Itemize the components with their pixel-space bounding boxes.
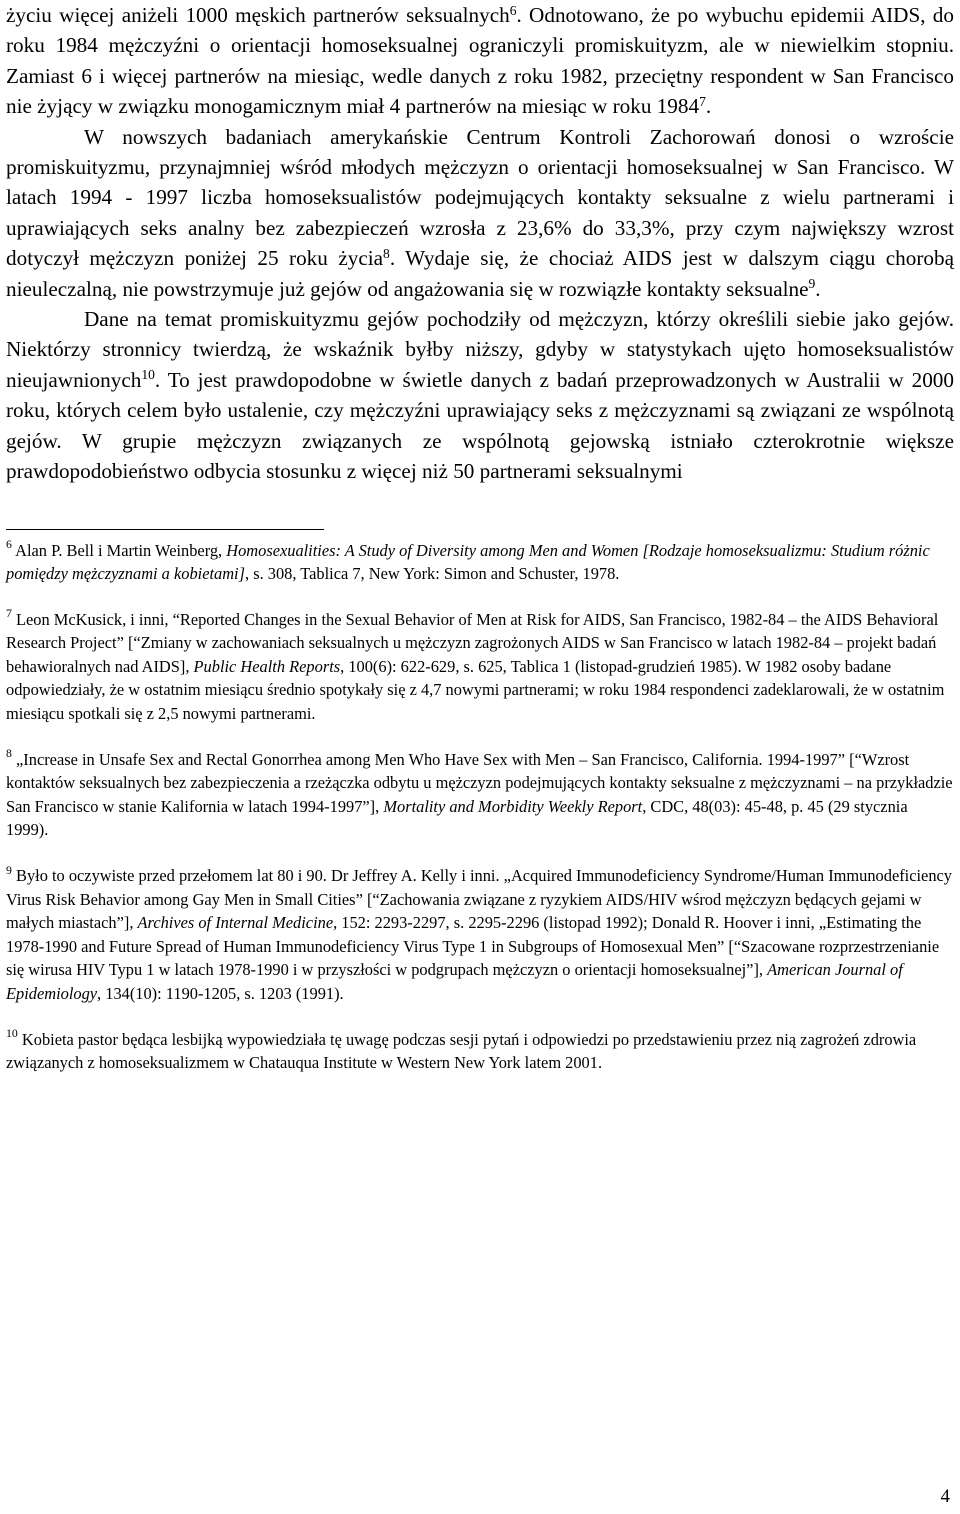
footnote-number: 7 bbox=[6, 606, 12, 621]
text-run: życiu więcej aniżeli 1000 męskich partnerów seksualnych bbox=[6, 3, 510, 27]
text-run: . bbox=[815, 276, 821, 301]
footnote-10 bbox=[6, 1028, 954, 1075]
footnote-8 bbox=[6, 748, 954, 842]
footnote-reference: 10 bbox=[141, 367, 155, 383]
footnote-reference: 8 bbox=[383, 245, 390, 261]
italic-title: Mortality and Morbidity Weekly Report bbox=[383, 796, 643, 816]
text-run: , s. 308, Tablica 7, New York: Simon and Schuster, 1978. bbox=[245, 564, 620, 584]
footnote-7 bbox=[6, 608, 954, 726]
body-paragraph bbox=[6, 122, 954, 304]
footnotes-section bbox=[6, 539, 954, 1075]
text-run: Leon McKusick, i inni, “Reported Changes in the Sexual Behavior of Men at Risk for AIDS, San Francisco, 1982-84 – the AIDS Behavioral Research Project” [“Zmiany w zachowaniach seksualnych u mężczyzn zagrożonych AIDS w San Francisco w latach 1982-84 – projekt badań behawioralnych nad AIDS], bbox=[6, 609, 939, 676]
text-run: , CDC, 48(03): 45-48, p. 45 (29 stycznia 1999). bbox=[6, 796, 908, 840]
text-run: . Wydaje się, że chociaż AIDS jest w dalszym ciągu chorobą nieuleczalną, nie powstrzymuje już gejów od angażowania się w rozwiązłe kontakty seksualne bbox=[6, 246, 954, 301]
text-run: „Increase in Unsafe Sex and Rectal Gonorrhea among Men Who Have Sex with Men – San Francisco, California. 1994-1997” [“Wzrost kontaktów seksualnych bez zabezpieczenia a rzeżączka odbytu u mężczyzn podejmujących kontakty seksualne z mężczyznami – na przykładzie San Francisco w stanie Kalifornia w latach 1994-1997”], bbox=[6, 749, 953, 816]
text-run: Alan P. Bell i Martin Weinberg, bbox=[15, 540, 227, 560]
footnote-number: 6 bbox=[6, 537, 12, 552]
body-text bbox=[6, 0, 954, 487]
text-run: , 152: 2293-2297, s. 2295-2296 (listopad 1992); Donald R. Hoover i inni, „Estimating the 1978-1990 and Future Spread of Human Immunodeficiency Virus Type 1 in Subgroups of Homosexual Men” [“Szacowane rozprzestrzenianie się wirusa HIV Typu 1 w latach 1978-1990 i w przyszłości w podgrupach mężczyzn o orientacji homoseksualnej”], bbox=[6, 913, 940, 980]
text-run: Kobieta pastor będąca lesbijką wypowiedziała tę uwagę podczas sesji pytań i odpowiedzi po przedstawieniu przez nią zagrożeń zdrowia związanych z homoseksualizmem w Chatauqua Institute w Western New York latem 2001. bbox=[6, 1029, 917, 1073]
text-run: W nowszych badaniach amerykańskie Centrum Kontroli Zachorowań donosi o wzroście promiskuityzmu, przynajmniej wśród młodych mężczyzn o orientacji homoseksualnej w San Francisco. W latach 1994 - 1997 liczba homoseksualistów podejmujących kontakty seksualne z wielu partnerami i uprawiających seks analny bez zabezpieczeń wzrosła z 23,6% do 33,3%, przy czym największy wzrost dotyczył mężczyzn poniżej 25 roku życia bbox=[6, 124, 954, 271]
footnote-number: 10 bbox=[6, 1026, 18, 1041]
footnote-number: 9 bbox=[6, 862, 12, 877]
text-run: , 100(6): 622-629, s. 625, Tablica 1 (listopad-grudzień 1985). W 1982 osoby badane odpowiedziały, że w ostatnim miesiącu średnio spotykały się z 4,7 nowymi partnerami; w roku 1984 respondenci zadeklarowali, że w ostatnim miesiącu spotkali się z 2,5 nowymi partnerami. bbox=[6, 656, 945, 724]
italic-title: Homosexualities: A Study of Diversity among Men and Women [Rodzaje homoseksualizmu: Studium różnic pomiędzy mężczyznami a kobietami] bbox=[6, 540, 930, 584]
text-run: Było to oczywiste przed przełomem lat 80 i 90. Dr Jeffrey A. Kelly i inni. „Acquired Immunodeficiency Syndrome/Human Immunodeficiency Virus Risk Behavior among Gay Men in Small Cities” [“Zachowania związane z ryzykiem AIDS/HIV wśrod mężczyzn będących gejami w małych miastach”], bbox=[6, 866, 953, 933]
italic-title: Public Health Reports bbox=[193, 656, 341, 676]
body-paragraph bbox=[6, 0, 954, 122]
footnote-number: 8 bbox=[6, 746, 12, 761]
document-page bbox=[6, 0, 954, 1097]
footnote-separator bbox=[6, 529, 324, 530]
page-number: 4 bbox=[940, 1486, 950, 1507]
footnote-6 bbox=[6, 539, 954, 586]
footnote-reference: 6 bbox=[509, 2, 517, 18]
footnote-9 bbox=[6, 864, 954, 1006]
body-paragraph bbox=[6, 304, 954, 486]
italic-title: American Journal of Epidemiology bbox=[6, 960, 903, 1003]
text-run: . bbox=[705, 94, 712, 119]
text-run: . Odnotowano, że po wybuchu epidemii AIDS, do roku 1984 mężczyźni o orientacji homoseksualnej ograniczyli promiskuityzm, ale w niewielkim stopniu. Zamiast 6 i więcej partnerów na miesiąc, wedle danych z roku 1982, przeciętny respondent w San Francisco nie żyjący w związku monogamicznym miał 4 partnerów na miesiąc w roku 1984 bbox=[6, 3, 954, 119]
footnote-reference: 9 bbox=[808, 276, 816, 292]
text-run: Dane na temat promiskuityzmu gejów pochodziły od mężczyzn, którzy określili siebie jako gejów. Niektórzy stronnicy twierdzą, że wskaźnik byłby niższy, gdyby w statystykach ujęto homoseksualistów nieujawnionych bbox=[6, 307, 954, 392]
text-run: . To jest prawdopodobne w świetle danych z badań przeprowadzonych w Australii w 2000 roku, których celem było ustalenie, czy mężczyźni uprawiający seks z mężczyznami są związani ze wspólnotą gejów. W grupie mężczyzn związanych ze wspólnotą gejowską istniało czterokrotnie większe prawdopodobieństwo odbycia stosunku z więcej niż 50 partnerami seksualnymi bbox=[6, 367, 954, 484]
text-run: , 134(10): 1190-1205, s. 1203 (1991). bbox=[97, 984, 344, 1003]
italic-title: Archives of Internal Medicine bbox=[137, 913, 334, 933]
footnote-reference: 7 bbox=[699, 93, 706, 109]
